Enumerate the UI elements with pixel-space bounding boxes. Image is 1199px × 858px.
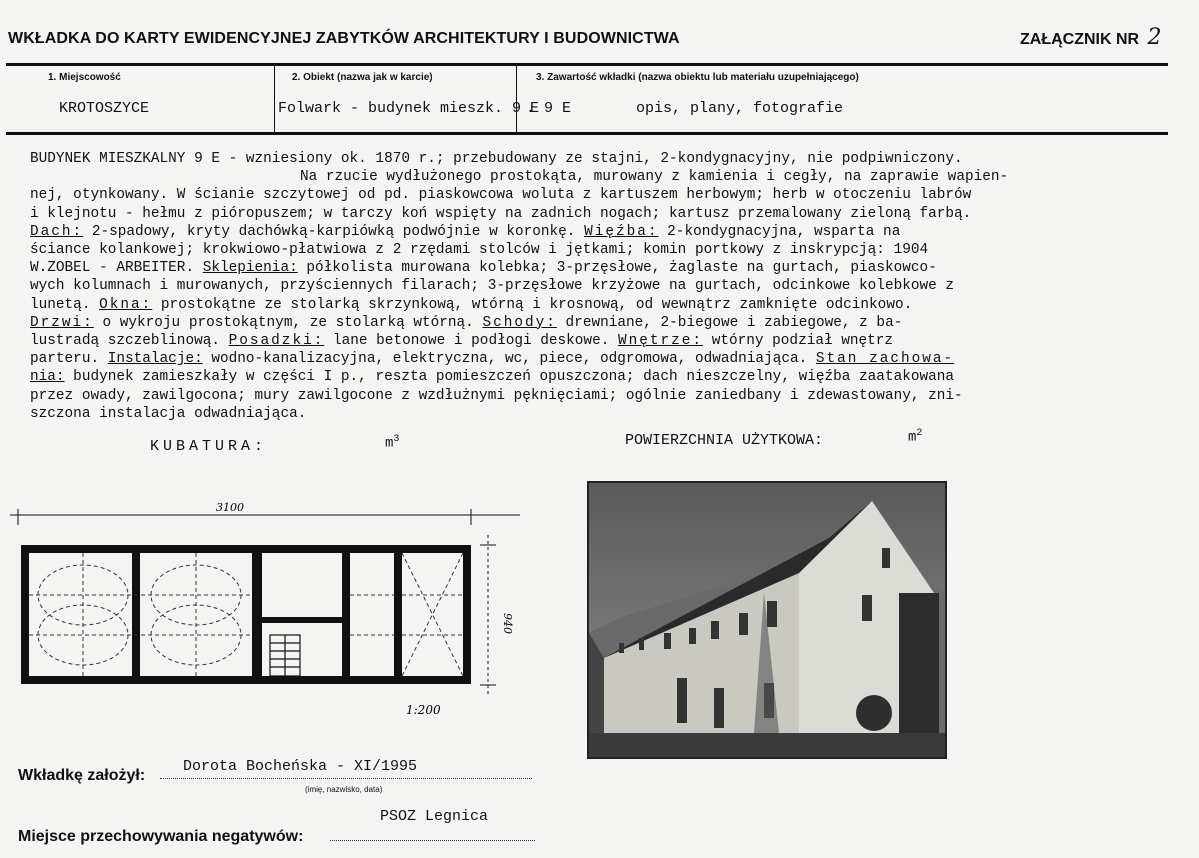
desc-text: o wykroju prostokątnym, ze stolarką wtórną.	[93, 314, 483, 331]
desc-text: lustradą szczeblinową.	[30, 333, 229, 350]
desc-line: Na rzucie wydłużonego prostokąta, murowany z kamienia i cegły, na zaprawie wapien-	[300, 169, 1009, 186]
powierzchnia-unit	[908, 428, 922, 446]
desc-line: wych kolumnach i murowanych, przyściennych filarach; 3-przęsłowe krzyżowe na gurtach, odcinkowe kolebkowe z	[30, 278, 955, 295]
plan-width-dimension: 3100	[216, 501, 244, 514]
floor-plan	[8, 495, 533, 730]
desc-text: 2-spadowy, kryty dachówką-karpiówką podwójnie w koronkę.	[83, 223, 585, 240]
desc-line: BUDYNEK MIESZKALNY 9 E - wzniesiony ok. 1870 r.; przebudowany ze stajni, 2-kondygnacyjny, nie podpiwniczony.	[30, 151, 963, 167]
section-label-wiezba: Więźba:	[584, 223, 659, 240]
section-label-stan-cont: nia:	[30, 369, 65, 386]
desc-line	[30, 296, 1160, 314]
desc-line	[30, 259, 1160, 277]
field-divider	[516, 66, 517, 132]
desc-line	[30, 332, 1160, 350]
desc-line	[30, 350, 1160, 368]
desc-line: przez owady, zawilgocona; mury zawilgocone z wzdłużnymi pęknięciami; ogólnie zaniedbany i zdewastowany, zni-	[30, 387, 963, 404]
annex-number: 2	[1147, 25, 1162, 50]
unit-exponent: 3	[393, 434, 400, 445]
desc-text: lunetą.	[30, 296, 100, 313]
author-value: Dorota Bocheńska - XI/1995	[183, 758, 418, 775]
desc-text: parteru.	[30, 351, 108, 368]
desc-text: W.ZOBEL - ARBEITER.	[30, 260, 203, 277]
header-fields-box	[6, 63, 1168, 135]
section-label-wnetrze: Wnętrze:	[617, 333, 704, 350]
section-label-sklepienia: Sklepienia:	[202, 260, 298, 277]
section-label-posadzki: Posadzki:	[228, 333, 325, 350]
unit-exponent: 2	[916, 428, 923, 439]
annex-label-text: ZAŁĄCZNIK NR	[1020, 31, 1140, 48]
section-label-dach: Dach:	[30, 223, 84, 240]
form-title: WKŁADKA DO KARTY EWIDENCYJNEJ ZABYTKÓW ARCHITEKTURY I BUDOWNICTWA	[8, 30, 680, 47]
powierzchnia-label: POWIERZCHNIA UŻYTKOWA:	[625, 432, 824, 449]
field-2-label: 2. Obiekt (nazwa jak w karcie)	[292, 72, 433, 83]
desc-text: 2-kondygnacyjna, wsparta na	[658, 223, 901, 240]
desc-line: nej, otynkowany. W ścianie szczytowej od pd. piaskowcowa woluta z kartuszem herbowym; herb w otoczeniu labrów	[30, 187, 972, 204]
desc-line: i klejnotu - hełmu z pióropuszem; w tarczy koń wspięty na zadnich nogach; kartusz przemalowany zieloną farbą.	[30, 205, 972, 222]
section-label-instalacje: Instalacje:	[107, 351, 203, 368]
storage-value: PSOZ Legnica	[380, 808, 489, 825]
field-3-value: opis, plany, fotografie	[636, 100, 844, 117]
field-2-value-overflow: . 9 E	[526, 100, 572, 117]
author-hint: (imię, nazwisko, data)	[305, 785, 383, 794]
field-3-label: 3. Zawartość wkładki (nazwa obiektu lub materiału uzupełniającego)	[536, 72, 859, 83]
storage-label: Miejsce przechowywania negatywów:	[18, 828, 304, 845]
desc-text: lane betonowe i podłogi deskowe.	[324, 333, 618, 350]
desc-text: półkolista murowana kolebka; 3-przęsłowe, żaglaste na gurtach, piaskowco-	[297, 260, 937, 277]
section-label-stan: Stan zachowa-	[815, 351, 955, 368]
building-description	[30, 150, 1160, 423]
author-label: Wkładkę założył:	[18, 767, 146, 784]
field-1-label: 1. Miejscowość	[48, 72, 121, 83]
unit-text: m	[908, 429, 917, 446]
desc-line	[30, 314, 1160, 332]
field-2-value: Folwark - budynek mieszk. 9 E	[278, 100, 540, 117]
kubatura-label: KUBATURA:	[150, 438, 268, 455]
desc-text: drewniane, 2-biegowe i zabiegowe, z ba-	[556, 314, 903, 331]
field-1-value: KROTOSZYCE	[59, 100, 150, 117]
section-label-okna: Okna:	[99, 296, 153, 313]
kubatura-unit	[385, 434, 399, 452]
desc-text: prostokątne ze stolarką skrzynkową, wtórną i krosnową, od wewnątrz zamknięte odcinkowo.	[152, 296, 913, 313]
plan-scale: 1:200	[406, 703, 441, 717]
desc-text: wodno-kanalizacyjna, elektryczna, wc, piece, odgromowa, odwadniająca.	[202, 351, 816, 368]
storage-field	[330, 826, 535, 841]
annex-label	[1020, 25, 1162, 50]
section-label-drzwi: Drzwi:	[30, 314, 94, 331]
building-photograph	[587, 481, 947, 759]
desc-text: wtórny podział wnętrz	[703, 333, 894, 350]
desc-line	[30, 223, 1160, 241]
desc-line: szczona instalacja odwadniająca.	[30, 405, 307, 422]
plan-depth-dimension: 940	[501, 613, 514, 634]
desc-line: ściance kolankowej; krokwiowo-płatwiowa z 2 rzędami stolców i jętkami; komin portkowy z inskrypcją: 1904	[30, 242, 929, 259]
field-divider	[274, 66, 275, 132]
unit-text: m	[385, 435, 394, 452]
section-label-schody: Schody:	[482, 314, 557, 331]
desc-text: budynek zamieszkały w części I p., reszta pomieszczeń opuszczona; dach nieszczelny, więźba zaatakowana	[64, 369, 955, 386]
desc-line	[30, 368, 1160, 386]
